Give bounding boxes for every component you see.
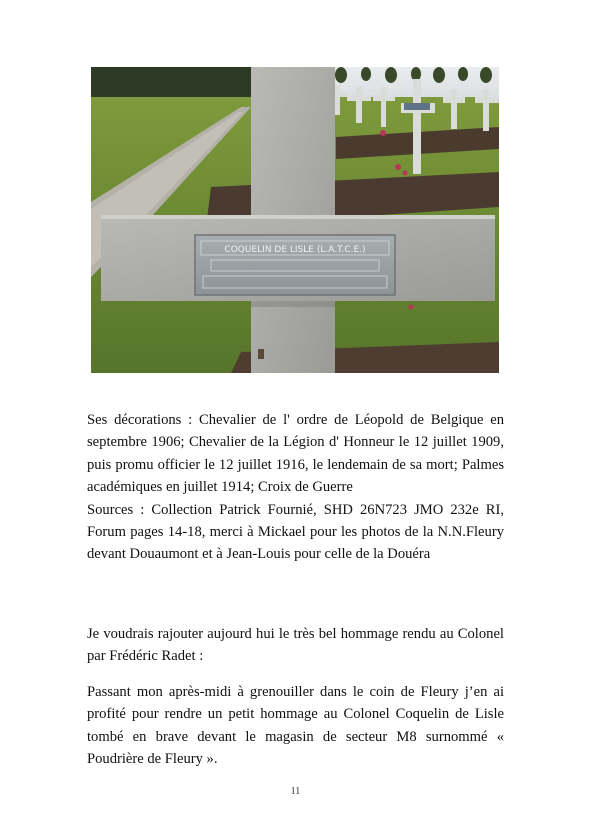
sources-paragraph: Sources : Collection Patrick Fournié, SHD 26N723 JMO 232e RI, Forum pages 14-18, merci à Mickael pour les photos de la N.N.Fleury devant Douaumont et à Jean-Louis pour celle de la Douéra [87, 501, 504, 563]
decorations-and-sources-block [87, 409, 504, 566]
hommage-text-paragraph: Passant mon après-midi à grenouiller dans le coin de Fleury j’en ai profité pour rendre un petit hommage au Colonel Coquelin de Lisle tombé en brave devant le magasin de secteur M8 surnommé « Poudrière de Fleury ». [87, 684, 504, 768]
grave-cross-photo [91, 67, 499, 373]
hommage-text-block [87, 681, 504, 771]
decorations-paragraph: Ses décorations : Chevalier de l' ordre de Léopold de Belgique en septembre 1906; Chevalier de la Légion d' Honneur le 12 juillet 1909, puis promu officier le 12 juillet 1916, le lendemain de sa mort; Palmes académiques en juillet 1914; Croix de Guerre [87, 412, 504, 496]
hommage-intro-block [87, 623, 504, 668]
plate-name-text: COQUELIN DE LISLE (L.A.T.C.E.) [224, 245, 366, 255]
hommage-intro-paragraph: Je voudrais rajouter aujourd hui le très bel hommage rendu au Colonel par Frédéric Radet : [87, 626, 504, 665]
page-number: 11 [290, 786, 301, 797]
